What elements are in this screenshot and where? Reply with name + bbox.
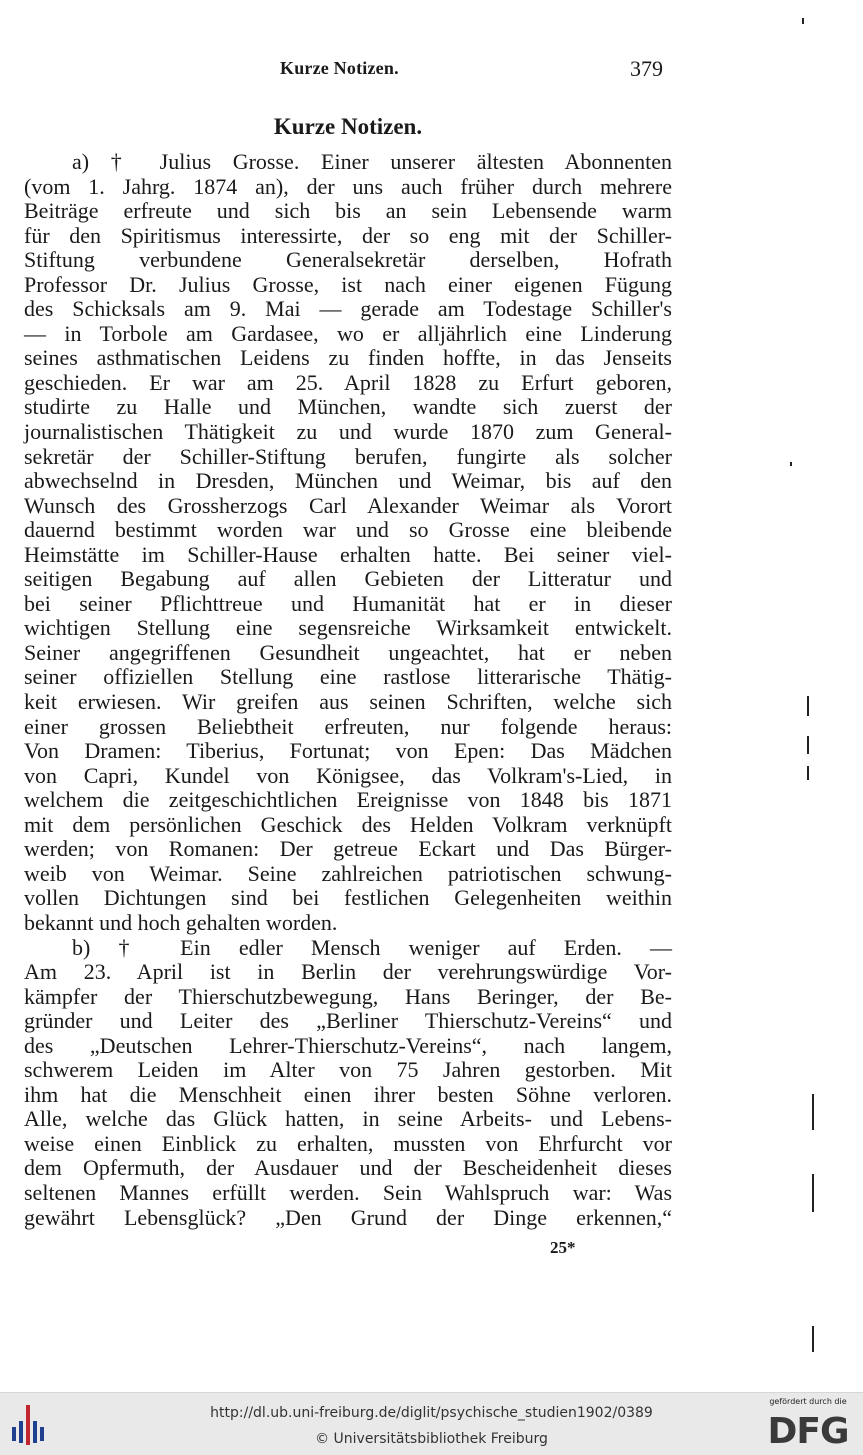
text-line: seines asthmatischen Leidens zu finden hoffte, in das Jenseits bbox=[24, 345, 672, 371]
text-line: bekannt und hoch gehalten worden. bbox=[24, 909, 338, 935]
text-line: geschieden. Er war am 25. April 1828 zu Erfurt geboren, bbox=[24, 369, 672, 395]
text-line: Wunsch des Grossherzogs Carl Alexander Weimar als Vorort bbox=[24, 492, 672, 518]
text-line: einer grossen Beliebtheit erfreuten, nur folgende heraus: bbox=[24, 713, 672, 739]
scan-margin-mark bbox=[802, 18, 804, 24]
text-line: Stiftung verbundene Generalsekretär derselben, Hofrath bbox=[24, 247, 672, 273]
scan-margin-mark bbox=[807, 766, 809, 780]
text-line: von Capri, Kundel von Königsee, das Volkram's-Lied, in bbox=[24, 762, 672, 788]
text-line: weise einen Einblick zu erhalten, mussten von Ehrfurcht vor bbox=[24, 1130, 672, 1156]
text-line: seltenen Mannes erfüllt werden. Sein Wahlspruch war: Was bbox=[24, 1179, 672, 1205]
text-line: a) † Julius Grosse. Einer unserer ältesten Abonnenten bbox=[72, 149, 672, 174]
text-line: gewährt Lebensglück? „Den Grund der Dinge erkennen,“ bbox=[24, 1204, 672, 1230]
text-line: für den Spiritismus interessirte, der so eng mit der Schiller- bbox=[24, 222, 672, 248]
text-line: sekretär der Schiller-Stiftung berufen, fungirte als solcher bbox=[24, 443, 672, 469]
text-line: dauernd bestimmt worden war und so Grosse eine bleibende bbox=[24, 517, 672, 543]
permalink-url[interactable]: http://dl.ub.uni-freiburg.de/diglit/psychische_studien1902/0389 bbox=[210, 1405, 653, 1421]
text-line: wichtigen Stellung eine segensreiche Wirksamkeit entwickelt. bbox=[24, 615, 672, 641]
section-title: Kurze Notizen. bbox=[273, 114, 423, 139]
scan-margin-mark bbox=[807, 736, 809, 754]
text-line: Beiträge erfreute und sich bis an sein Lebensende warm bbox=[24, 198, 672, 224]
text-line: mit dem persönlichen Geschick des Helden Volkram verknüpft bbox=[24, 811, 672, 837]
viewer-footer bbox=[0, 1392, 863, 1455]
text-line: gründer und Leiter des „Berliner Thierschutz-Vereins“ und bbox=[24, 1008, 672, 1034]
copyright-notice: © Universitätsbibliothek Freiburg bbox=[315, 1431, 548, 1447]
page-number: 379 bbox=[630, 56, 663, 81]
text-line: seiner offiziellen Stellung eine rastlose litterarische Thätig- bbox=[24, 664, 672, 690]
text-line: — in Torbole am Gardasee, wo er alljährlich eine Linderung bbox=[24, 320, 672, 346]
text-line: vollen Dichtungen sind bei festlichen Gelegenheiten weithin bbox=[24, 885, 672, 911]
text-line: Heimstätte im Schiller-Hause erhalten hatte. Bei seiner viel- bbox=[24, 541, 672, 567]
text-line: dem Opfermuth, der Ausdauer und der Bescheidenheit dieses bbox=[24, 1155, 672, 1181]
text-line: schwerem Leiden im Alter von 75 Jahren gestorben. Mit bbox=[24, 1057, 672, 1083]
scan-margin-mark bbox=[812, 1174, 814, 1212]
text-line: b) † Ein edler Mensch weniger auf Erden. — bbox=[72, 934, 672, 960]
text-line: werden; von Romanen: Der getreue Eckart und Das Bürger- bbox=[24, 836, 672, 862]
scan-margin-mark bbox=[812, 1326, 814, 1352]
text-line: welchem die zeitgeschichtlichen Ereignisse von 1848 bis 1871 bbox=[24, 787, 672, 813]
text-line: Am 23. April ist in Berlin der verehrungswürdige Vor- bbox=[24, 959, 672, 985]
running-title: Kurze Notizen. bbox=[280, 58, 399, 78]
text-line: seitigen Begabung auf allen Gebieten der Litteratur und bbox=[24, 566, 672, 592]
text-line: Alle, welche das Glück hatten, in seine Arbeits- und Lebens- bbox=[24, 1106, 672, 1132]
text-line: Von Dramen: Tiberius, Fortunat; von Epen: Das Mädchen bbox=[24, 738, 672, 764]
text-line: Professor Dr. Julius Grosse, ist nach einer eigenen Fügung bbox=[24, 271, 672, 297]
text-line: ihm hat die Menschheit einen ihrer besten Söhne verloren. bbox=[24, 1081, 672, 1107]
sheet-signature: 25* bbox=[550, 1238, 576, 1257]
text-line: studirte zu Halle und München, wandte sich zuerst der bbox=[24, 394, 672, 420]
scan-margin-mark bbox=[807, 696, 809, 716]
dfg-logo-mark bbox=[764, 1409, 852, 1449]
text-line: bei seiner Pflichttreue und Humanität hat er in dieser bbox=[24, 590, 672, 616]
text-line: weib von Weimar. Seine zahlreichen patriotischen schwung- bbox=[24, 860, 672, 886]
text-line: keit erwiesen. Wir greifen aus seinen Schriften, welche sich bbox=[24, 689, 672, 715]
text-line: abwechselnd in Dresden, München und Weimar, bis auf den bbox=[24, 468, 672, 494]
scan-margin-mark bbox=[812, 1094, 814, 1130]
dfg-caption: gefördert durch die bbox=[769, 1397, 847, 1406]
text-line: Seiner angegriffenen Gesundheit ungeachtet, hat er neben bbox=[24, 639, 672, 665]
text-line: des „Deutschen Lehrer-Thierschutz-Vereins“, nach langem, bbox=[24, 1032, 672, 1058]
dfg-logo-text: DFG bbox=[767, 1411, 849, 1449]
text-line: des Schicksals am 9. Mai — gerade am Todestage Schiller's bbox=[24, 296, 672, 322]
article-body bbox=[24, 150, 672, 1230]
text-line: kämpfer der Thierschutzbewegung, Hans Beringer, der Be- bbox=[24, 983, 672, 1009]
text-line: (vom 1. Jahrg. 1874 an), der uns auch früher durch mehrere bbox=[24, 173, 672, 199]
text-line: journalistischen Thätigkeit zu und wurde 1870 zum General- bbox=[24, 419, 672, 445]
dfg-funding-logo bbox=[760, 1397, 856, 1451]
scan-margin-mark bbox=[790, 462, 792, 466]
